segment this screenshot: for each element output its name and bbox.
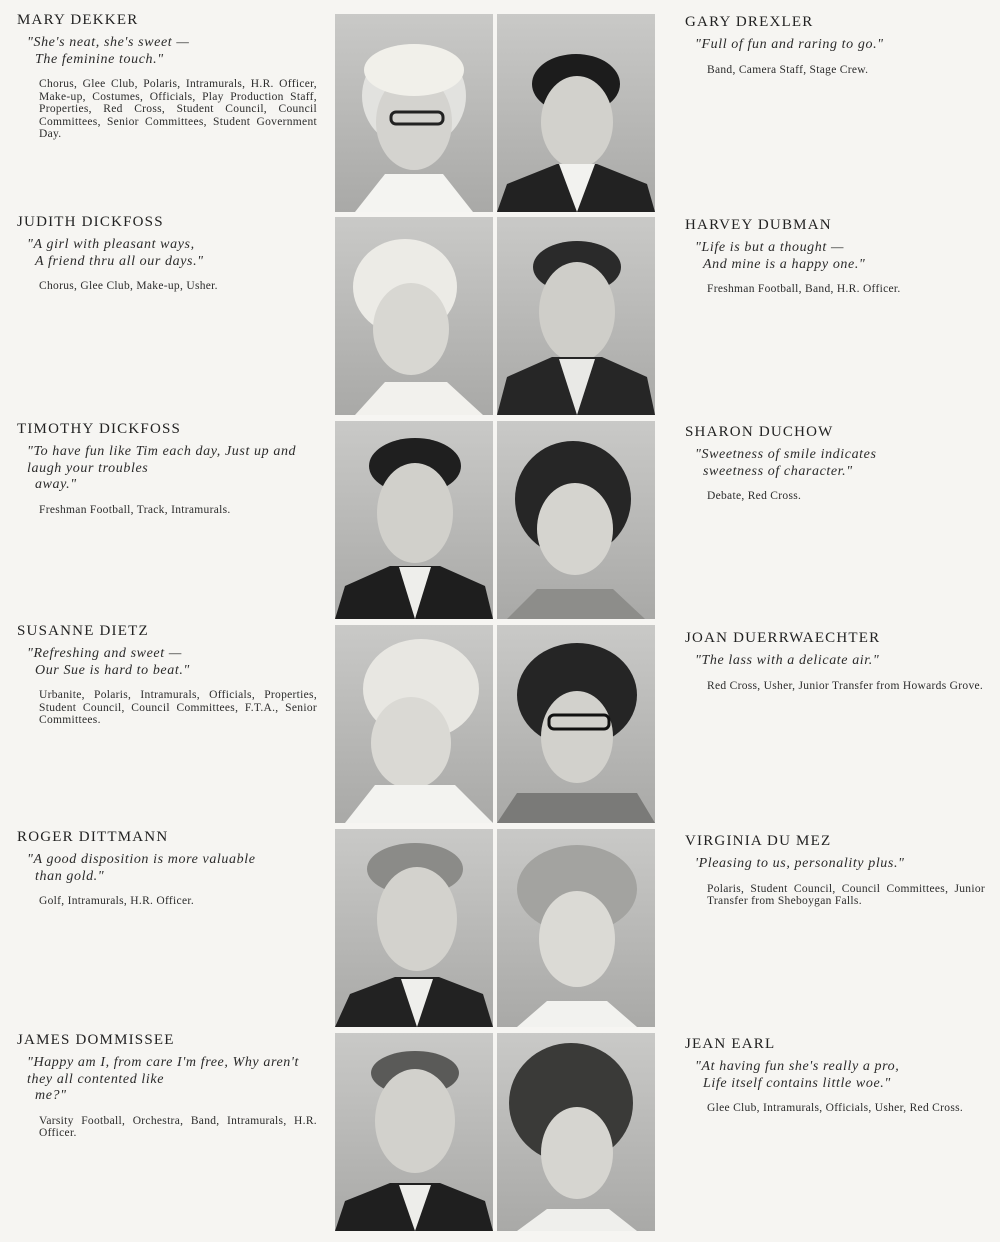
student-quote: 'Pleasing to us, personality plus." (695, 856, 905, 871)
portrait-photo-harvey-dubman (497, 217, 655, 415)
student-quote: "To have fun like Tim each day, Just up and laugh your troubles away." (27, 444, 297, 492)
portrait-photo-roger-dittmann (335, 829, 493, 1027)
student-name: JEAN EARL (685, 1036, 776, 1052)
student-quote: "Sweetness of smile indicates sweetness of character." (695, 447, 877, 479)
student-entry-susanne-dietz (17, 623, 317, 727)
student-name: VIRGINIA DU MEZ (685, 833, 832, 849)
portrait-photo-james-dommissee (335, 1033, 493, 1231)
student-activities: Golf, Intramurals, H.R. Officer. (39, 895, 195, 907)
student-entry-virginia-du-mez (685, 833, 985, 908)
student-activities: Freshman Football, Track, Intramurals. (39, 503, 231, 516)
student-name: JUDITH DICKFOSS (17, 214, 164, 230)
student-quote: "Full of fun and raring to go." (695, 37, 884, 52)
student-entry-mary-dekker (17, 12, 317, 141)
portrait-photo-timothy-dickfoss (335, 421, 493, 619)
student-activities: Freshman Football, Band, H.R. Officer. (707, 283, 901, 295)
student-entry-jean-earl (685, 1036, 985, 1115)
student-name: HARVEY DUBMAN (685, 217, 832, 233)
student-quote: "Happy am I, from care I'm free, Why aren't they all contented like me?" (27, 1055, 299, 1103)
student-name: JOAN DUERRWAECHTER (685, 630, 881, 646)
student-name: TIMOTHY DICKFOSS (17, 421, 182, 437)
student-name: GARY DREXLER (685, 14, 814, 30)
student-name: SUSANNE DIETZ (17, 623, 149, 639)
student-entry-joan-duerrwaechter (685, 630, 985, 692)
student-activities: Varsity Football, Orchestra, Band, Intramurals, H.R. Officer. (39, 1114, 317, 1139)
portrait-photo-gary-drexler (497, 14, 655, 212)
student-quote: "The lass with a delicate air." (695, 653, 880, 668)
student-quote: "Refreshing and sweet — Our Sue is hard to beat." (27, 646, 190, 678)
student-entry-james-dommissee (17, 1032, 317, 1140)
portrait-photo-judith-dickfoss (335, 217, 493, 415)
student-activities: Debate, Red Cross. (707, 490, 802, 502)
student-entry-gary-drexler (685, 14, 985, 76)
student-entry-timothy-dickfoss (17, 421, 317, 516)
student-quote: "Life is but a thought — And mine is a happy one." (695, 240, 866, 272)
student-activities: Chorus, Glee Club, Polaris, Intramurals, H.R. Officer, Make-up, Costumes, Officials, Play Production Staff, Properties, Red Cross, Student Council, Council Committees, Senior Committees, Student Government Day. (39, 78, 317, 140)
portrait-photo-susanne-dietz (335, 625, 493, 823)
portrait-photo-sharon-duchow (497, 421, 655, 619)
portrait-photo-virginia-du-mez (497, 829, 655, 1027)
student-entry-roger-dittmann (17, 829, 317, 908)
student-quote: "A good disposition is more valuable than gold." (27, 852, 256, 884)
student-name: SHARON DUCHOW (685, 424, 834, 440)
student-entry-harvey-dubman (685, 217, 985, 296)
portrait-photo-joan-duerrwaechter (497, 625, 655, 823)
student-quote: "At having fun she's really a pro, Life itself contains little woe." (695, 1059, 900, 1091)
student-activities: Polaris, Student Council, Council Committees, Junior Transfer from Sheboygan Falls. (707, 882, 985, 907)
student-activities: Band, Camera Staff, Stage Crew. (707, 63, 869, 76)
student-activities: Red Cross, Usher, Junior Transfer from Howards Grove. (707, 679, 984, 692)
student-activities: Urbanite, Polaris, Intramurals, Officials, Properties, Student Council, Council Committees, F.T.A., Senior Committees. (39, 689, 317, 726)
student-activities: Chorus, Glee Club, Make-up, Usher. (39, 280, 218, 292)
student-entry-sharon-duchow (685, 424, 985, 503)
portrait-photo-mary-dekker (335, 14, 493, 212)
student-quote: "A girl with pleasant ways, A friend thru all our days." (27, 237, 204, 269)
student-name: ROGER DITTMANN (17, 829, 169, 845)
student-entry-judith-dickfoss (17, 214, 317, 293)
student-activities: Glee Club, Intramurals, Officials, Usher, Red Cross. (707, 1102, 964, 1114)
student-quote: "She's neat, she's sweet — The feminine touch." (27, 35, 190, 67)
student-name: MARY DEKKER (17, 12, 139, 28)
portrait-photo-jean-earl (497, 1033, 655, 1231)
student-name: JAMES DOMMISSEE (17, 1032, 175, 1048)
